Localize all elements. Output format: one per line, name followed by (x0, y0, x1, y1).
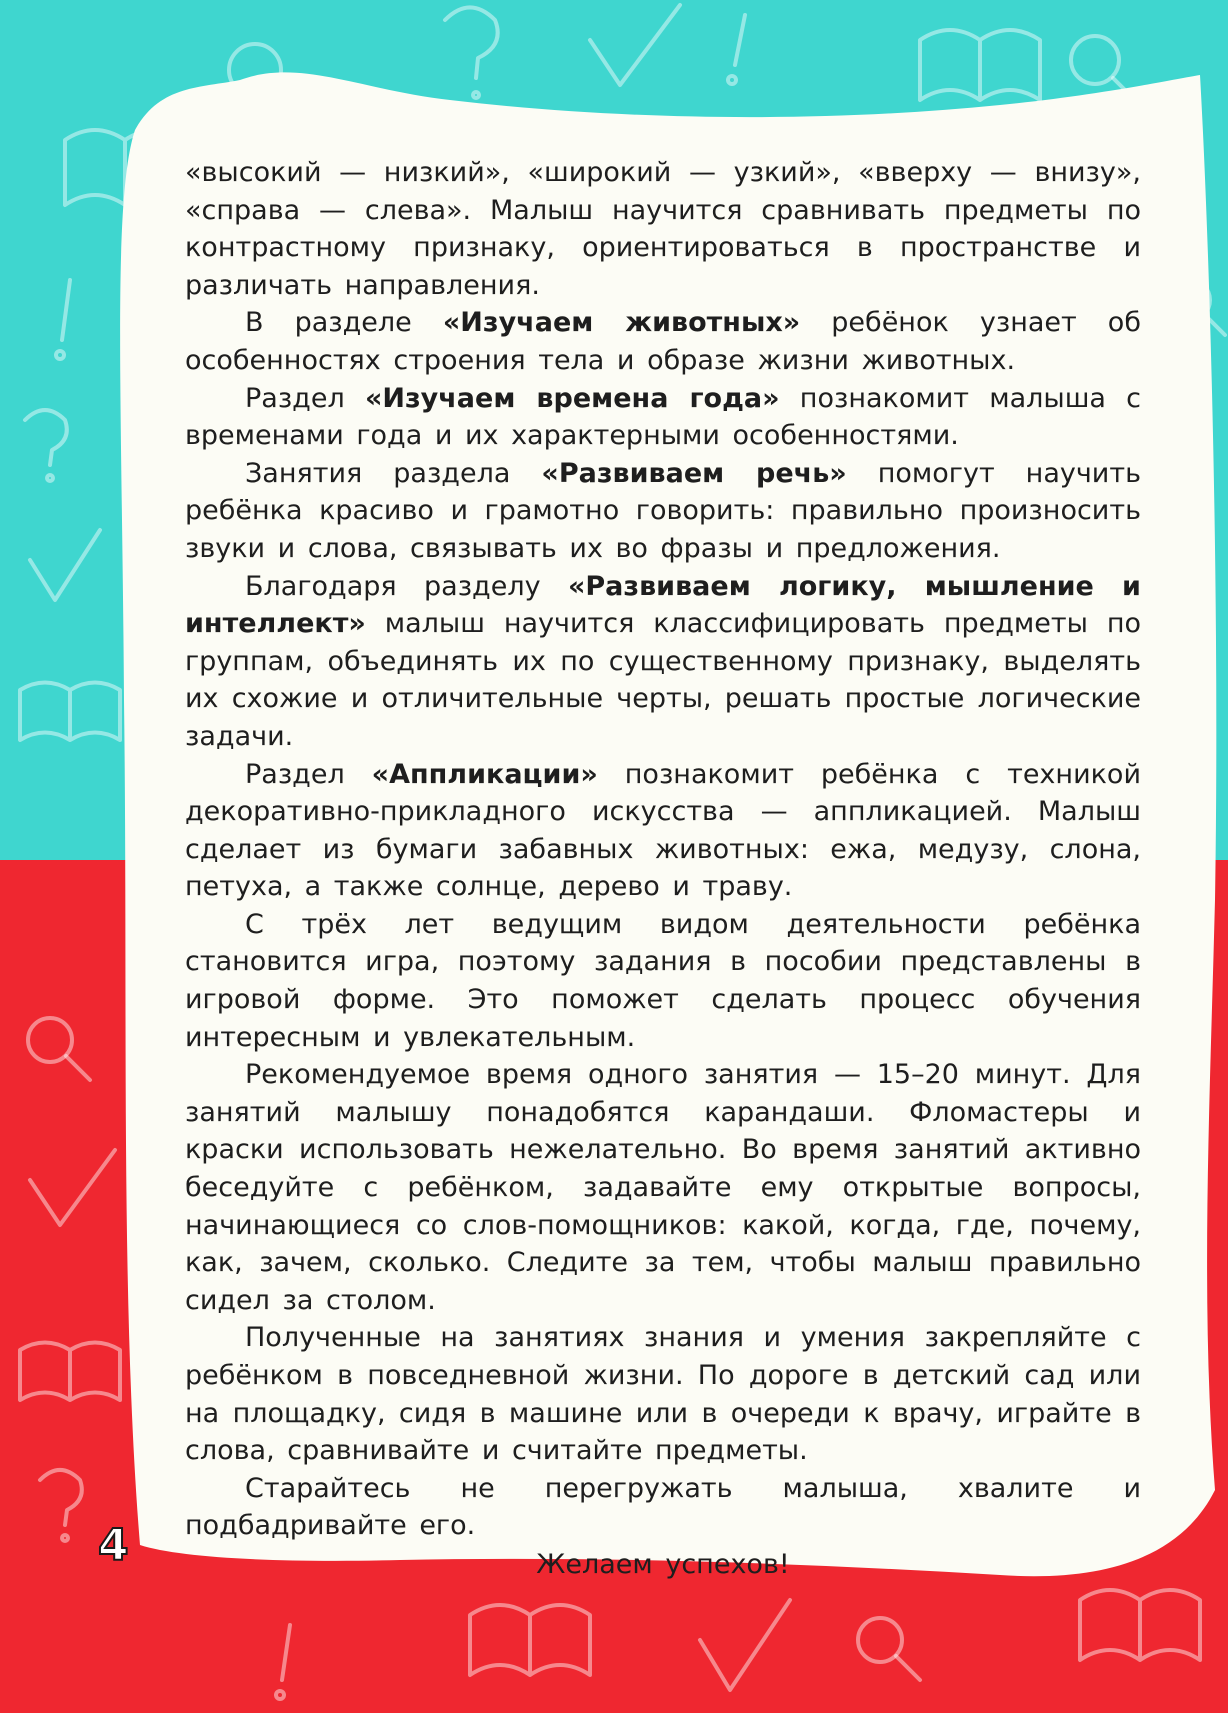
paragraph: В разделе «Изучаем животных» ребёнок узнает об особенностях строения тела и образе жизни животных. (185, 307, 1141, 376)
closing-wish: Желаем успехов! (536, 1548, 790, 1580)
section-title: «Изучаем животных» (442, 307, 801, 339)
section-title: «Развиваем логику, мышление и интеллект» (185, 570, 1141, 640)
section-title: «Аппликации» (371, 758, 598, 790)
section-title: «Развиваем речь» (541, 457, 847, 489)
paragraph: Благодаря разделу «Развиваем логику, мышление и интеллект» малыш научится классифицировать предметы по группам, объединять их по существенному признаку, выделять их схожие и отличительные черты, решать простые логические задачи. (185, 570, 1141, 752)
paragraph: Старайтесь не перегружать малыша, хвалите и подбадривайте его. (185, 1472, 1141, 1542)
paragraph: С трёх лет ведущим видом деятельности ребёнка становится игра, поэтому задания в пособии представлены в игровой форме. Это поможет сделать процесс обучения интересным и увлекательным. (185, 908, 1141, 1053)
page-number: 4 (98, 1520, 129, 1571)
paragraph: Раздел «Аппликации» познакомит ребёнка с техникой декоративно-прикладного искусства — аппликацией. Малыш сделает из бумаги забавных животных: ежа, медузу, слона, петуха, а также солнце, дерево и траву. (185, 758, 1141, 903)
section-title: «Изучаем времена года» (364, 382, 780, 414)
paragraph: Полученные на занятиях знания и умения закрепляйте с ребёнком в повседневной жизни. По дороге в детский сад или на площадку, сидя в машине или в очереди к врачу, играйте в слова, сравнивайте и считайте предметы. (185, 1322, 1141, 1467)
paragraph: «высокий — низкий», «широкий — узкий», «вверху — внизу», «справа — слева». Малыш научится сравнивать предметы по контрастному признаку, ориентироваться в пространстве и различать направления. (185, 157, 1141, 301)
main-text (185, 154, 1141, 1584)
paragraph: Раздел «Изучаем времена года» познакомит малыша с временами года и их характерными особенностями. (185, 382, 1141, 452)
paragraph: Занятия раздела «Развиваем речь» помогут научить ребёнка красиво и грамотно говорить: правильно произносить звуки и слова, связывать их во фразы и предложения. (185, 457, 1141, 564)
paragraph: Рекомендуемое время одного занятия — 15–20 минут. Для занятий малышу понадобятся карандаши. Фломастеры и краски использовать нежелательно. Во время занятий активно беседуйте с ребёнком, задавайте ему открытые вопросы, начинающиеся со слов-помощников: какой, когда, где, почему, как, зачем, сколько. Следите за тем, чтобы малыш правильно сидел за столом. (185, 1059, 1141, 1316)
